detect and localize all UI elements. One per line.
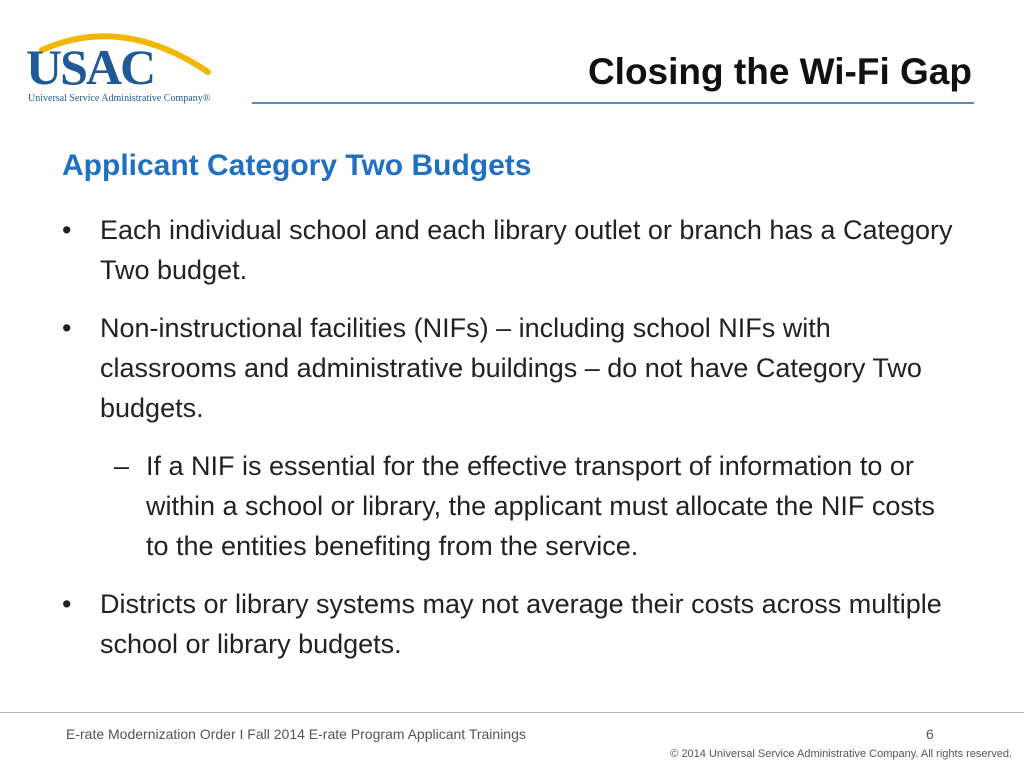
bullet-item <box>62 308 962 428</box>
footer-divider <box>0 712 1024 713</box>
slide-title: Closing the Wi-Fi Gap <box>587 51 972 92</box>
bullet-text: Non-instructional facilities (NIFs) – including school NIFs with classrooms and administrative buildings – do not have Category Two budgets. <box>100 313 922 423</box>
slide-body <box>62 210 962 682</box>
sub-bullet-marker: – <box>114 451 130 481</box>
logo-wordmark: USAC <box>26 39 155 95</box>
logo-tagline: Universal Service Administrative Company® <box>28 93 211 104</box>
title-divider <box>252 102 974 104</box>
copyright-notice: © 2014 Universal Service Administrative Company. All rights reserved. <box>670 748 1012 760</box>
bullet-marker: • <box>62 215 72 245</box>
usac-logo <box>22 20 232 102</box>
bullet-text: Each individual school and each library outlet or branch has a Category Two budget. <box>100 215 953 285</box>
bullet-text: Districts or library systems may not average their costs across multiple school or library budgets. <box>100 589 942 659</box>
footer-text: E-rate Modernization Order I Fall 2014 E-rate Program Applicant Trainings <box>66 726 526 742</box>
sub-bullet-text: If a NIF is essential for the effective transport of information to or within a school or library, the applicant must allocate the NIF costs to the entities benefiting from the service. <box>146 451 935 561</box>
section-heading: Applicant Category Two Budgets <box>62 149 532 182</box>
bullet-marker: • <box>62 589 72 619</box>
sub-bullet-item <box>114 446 962 566</box>
bullet-item <box>62 210 962 290</box>
page-number: 6 <box>926 726 934 742</box>
bullet-marker: • <box>62 313 72 343</box>
bullet-item <box>62 584 962 664</box>
